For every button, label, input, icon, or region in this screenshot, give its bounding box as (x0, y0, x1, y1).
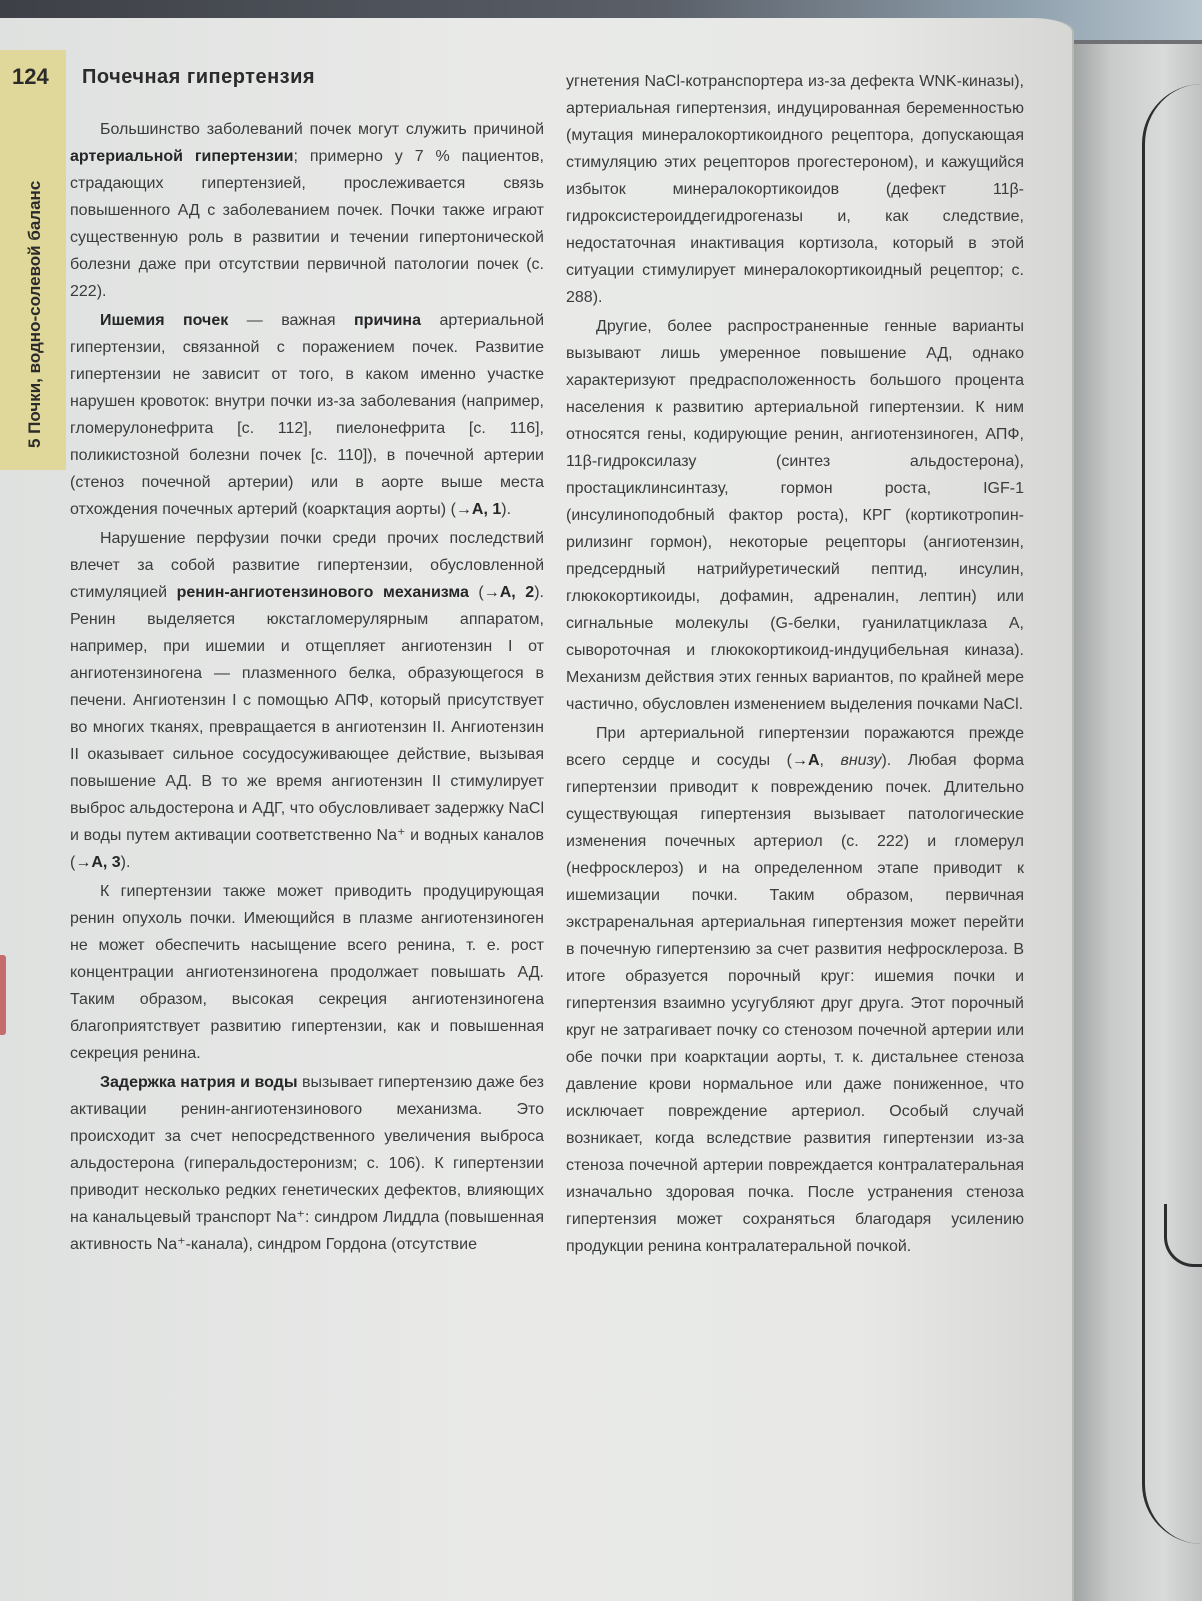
paragraph: При артериальной гипертензии поражаются прежде всего сердце и сосуды (→A, внизу). Любая форма гипертензии приводит к повреждению почек. Длительно существующая гипертензия вызывает патологические изменения почечных артериол (с. 222) и гломерул (нефросклероз) и на определенном этапе приводит к ишемизации почки. Таким образом, первичная экстраренальная артериальная гипертензия может перейти в почечную гипертензию за счет развития нефросклероза. В итоге образуется порочный круг: ишемия почки и гипертензия взаимно усугубляют друг друга. Этот порочный круг не затрагивает почку со стенозом почечной артерии или обе почки при коарктации аорты, т. к. дистальнее стеноза давление крови нормальное или даже пониженное, что исключает повреждение артериол. Особый случай возникает, когда вследствие развития гипертензии из-за стеноза почечной артерии повреждается контралатеральная изначально здоровая почка. После устранения стеноза гипертензия может сохраняться благодаря усилению продукции ренина контралатеральной почкой. (566, 725, 1024, 1255)
paragraph: Другие, более распространенные генные варианты вызывают лишь умеренное повышение АД, однако характеризуют предрасположенность большого процента населения к развитию артериальной гипертензии. К ним относятся гены, кодирующие ренин, ангиотензиноген, АПФ, 11β-гидроксилазу (синтез альдостерона), простациклинсинтазу, гормон роста, IGF-1 (инсулиноподобный фактор роста), КРГ (кортикотропин-рилизинг гормон), некоторые рецепторы (ангиотензин, предсердный натрийуретический пептид, инсулин, глюкокортикоиды, дофамин, адреналин, лептин) или сигнальные молекулы (G-белки, гуанилатциклаза А, сывороточная и глюкокортикоид-индуцибельная киназа). Механизм действия этих генных вариантов, по крайней мере частично, обусловлен изменением выделения почками NaCl. (566, 318, 1024, 713)
paragraph: Нарушение перфузии почки среди прочих последствий влечет за собой развитие гипертензии, обусловленной стимуляцией ренин-ангиотензинового механизма (→A, 2). Ренин выделяется юкстагломерулярным аппаратом, например, при ишемии и отщепляет ангиотензин I от ангиотензиногена — плазменного белка, образующегося в печени. Ангиотензин I с помощью АПФ, который присутствует во многих тканях, превращается в ангиотензин II. Ангиотензин II оказывает сильное сосудосуживающее действие, вызывая повышение АД. В то же время ангиотензин II стимулирует выброс альдостерона и АДГ, что обусловливает задержку NaCl и воды путем активации соответственно Na⁺ и водных каналов (→A, 3). (70, 530, 544, 871)
adjacent-page-edge (1072, 44, 1202, 1601)
figure-reference: →A, 1 (455, 501, 502, 518)
paragraph: Ишемия почек — важная причина артериальной гипертензии, связанной с поражением почек. Развитие гипертензии не зависит от того, в каком именно участке нарушен кровоток: внутри почки из-за заболевания (например, гломерулонефрита [с. 112], пиелонефрита [с. 116], поликистозной болезни почек [с. 110]), в почечной артерии (стеноз почечной артерии) или в аорте выше места отхождения почечных артерий (коарктация аорты) (→A, 1). (70, 312, 545, 518)
paragraph: К гипертензии также может приводить продуцирующая ренин опухоль почки. Имеющийся в плазме ангиотензиноген не может обеспечить насыщение всего ренина, т. е. рост концентрации ангиотензиногена продолжает повышать АД. Таким образом, высокая секреция ангиотензиногена благоприятствует развитию гипертензии, как и повышенная секреция ренина. (70, 883, 544, 1062)
paragraph: Большинство заболеваний почек могут служить причиной артериальной гипертензии; примерно у 7 % пациентов, страдающих гипертензией, прослеживается связь повышенного АД с заболеванием почек. Почки также играют существенную роль в развитии и течении гипертонической болезни даже при отсутствии первичной патологии почек (с. 222). (70, 121, 545, 300)
figure-reference: →A, 2 (483, 584, 535, 601)
figure-reference: →A, 3 (75, 854, 121, 871)
paragraph: угнетения NaCl-котранспортера из-за дефекта WNK-киназы), артериальная гипертензия, индуцированная беременностью (мутация минералокортикоидного рецептора, допускающая стимуляцию этих рецепторов прогестероном), и кажущийся избыток минералокортикоидов (дефект 11β-гидроксистероиддегидрогеназы и, как следствие, недостаточная инактивация кортизола, который в этой ситуации стимулирует минералокортикоидный рецептор; с. 288). (566, 73, 1024, 306)
right-column (566, 68, 1024, 1260)
page-title: Почечная гипертензия (82, 66, 316, 88)
adjacent-page-bracket (1142, 84, 1202, 1544)
figure-reference: →A (791, 752, 820, 769)
bookmark-edge (0, 955, 6, 1035)
page-number: 124 (12, 64, 49, 89)
paragraph: Задержка натрия и воды вызывает гипертензию даже без активации ренин-ангиотензинового механизма. Это происходит за счет непосредственного увеличения выброса альдостерона (гиперальдостеронизм; с. 106). К гипертензии приводит несколько редких генетических дефектов, влияющих на канальцевый транспорт Na⁺: синдром Лиддла (повышенная активность Na⁺-канала), синдром Гордона (отсутствие (70, 1074, 545, 1253)
chapter-label: 5 Почки, водно-солевой баланс (25, 180, 44, 448)
left-column (70, 116, 544, 1258)
